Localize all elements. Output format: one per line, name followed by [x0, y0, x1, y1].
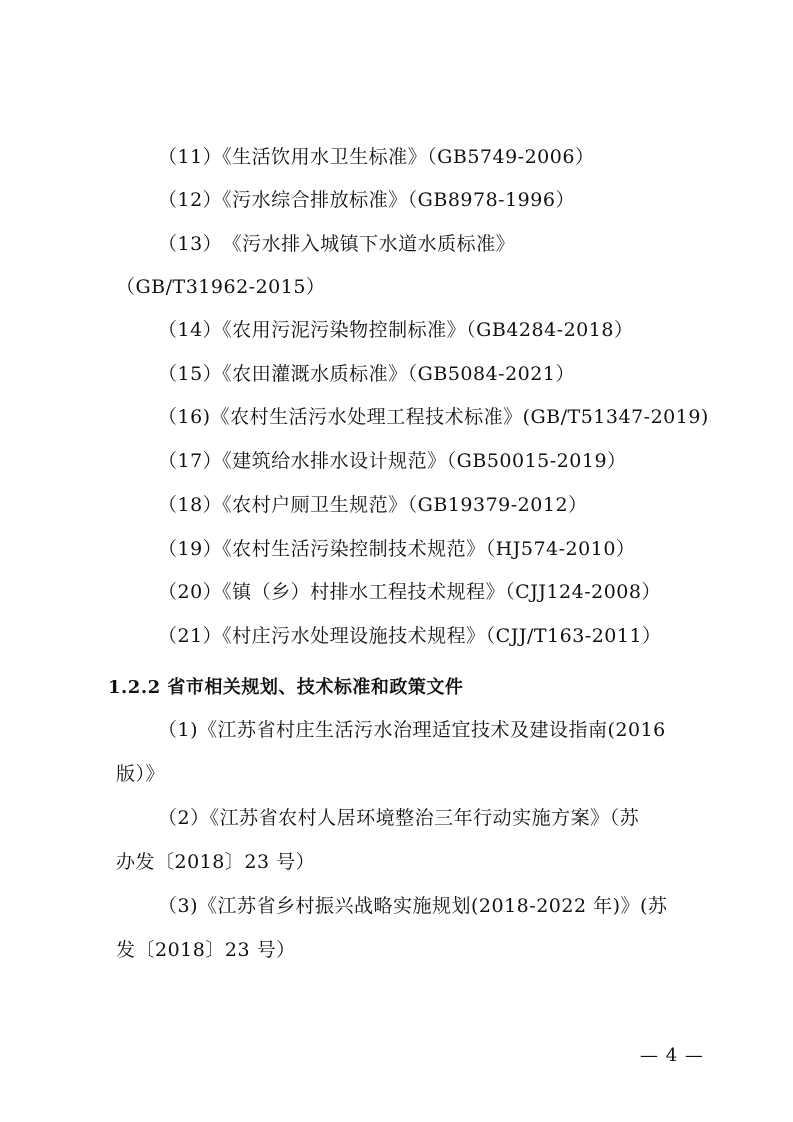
reference-item-15: （15）《农田灌溉水质标准》（GB5084-2021） — [158, 363, 575, 385]
reference-item-11: （11）《生活饮用水卫生标准》（GB5749-2006） — [158, 146, 595, 168]
reference-item-12: （12）《污水综合排放标准》（GB8978-1996） — [158, 189, 575, 211]
reference-item-13-continued: （GB/T31962-2015） — [116, 276, 326, 298]
provincial-doc-3-continued: 发〔2018〕23 号） — [116, 939, 296, 961]
reference-item-13: （13） 《污水排入城镇下水道水质标准》 — [158, 233, 516, 255]
provincial-doc-2-continued: 办发〔2018〕23 号） — [116, 851, 316, 873]
reference-item-21: （21）《村庄污水处理设施技术规程》（CJJ/T163-2011） — [158, 625, 662, 647]
reference-item-18: （18）《农村户厕卫生规范》（GB19379-2012） — [158, 494, 588, 516]
provincial-doc-1-continued: 版）》 — [116, 763, 166, 785]
provincial-doc-1: （1)《江苏省村庄生活污水治理适宜技术及建设指南(2016 — [158, 719, 666, 741]
page-number: — 4 — — [640, 1045, 704, 1066]
section-heading: 1.2.2 省市相关规划、技术标准和政策文件 — [108, 677, 464, 698]
reference-item-16: （16)《农村生活污水处理工程技术标准》(GB/T51347-2019) — [158, 406, 709, 428]
reference-item-20: （20）《镇（乡）村排水工程技术规程》（CJJ124-2008） — [158, 581, 661, 603]
reference-item-17: （17）《建筑给水排水设计规范》（GB50015-2019） — [158, 450, 627, 472]
reference-item-14: （14）《农用污泥污染物控制标准》（GB4284-2018） — [158, 319, 634, 341]
reference-item-19: （19）《农村生活污染控制技术规范》（HJ574-2010） — [158, 538, 636, 560]
provincial-doc-2: （2）《江苏省农村人居环境整治三年行动实施方案》（苏 — [158, 807, 640, 829]
provincial-doc-3: （3)《江苏省乡村振兴战略实施规划(2018-2022 年)》(苏 — [158, 895, 668, 917]
